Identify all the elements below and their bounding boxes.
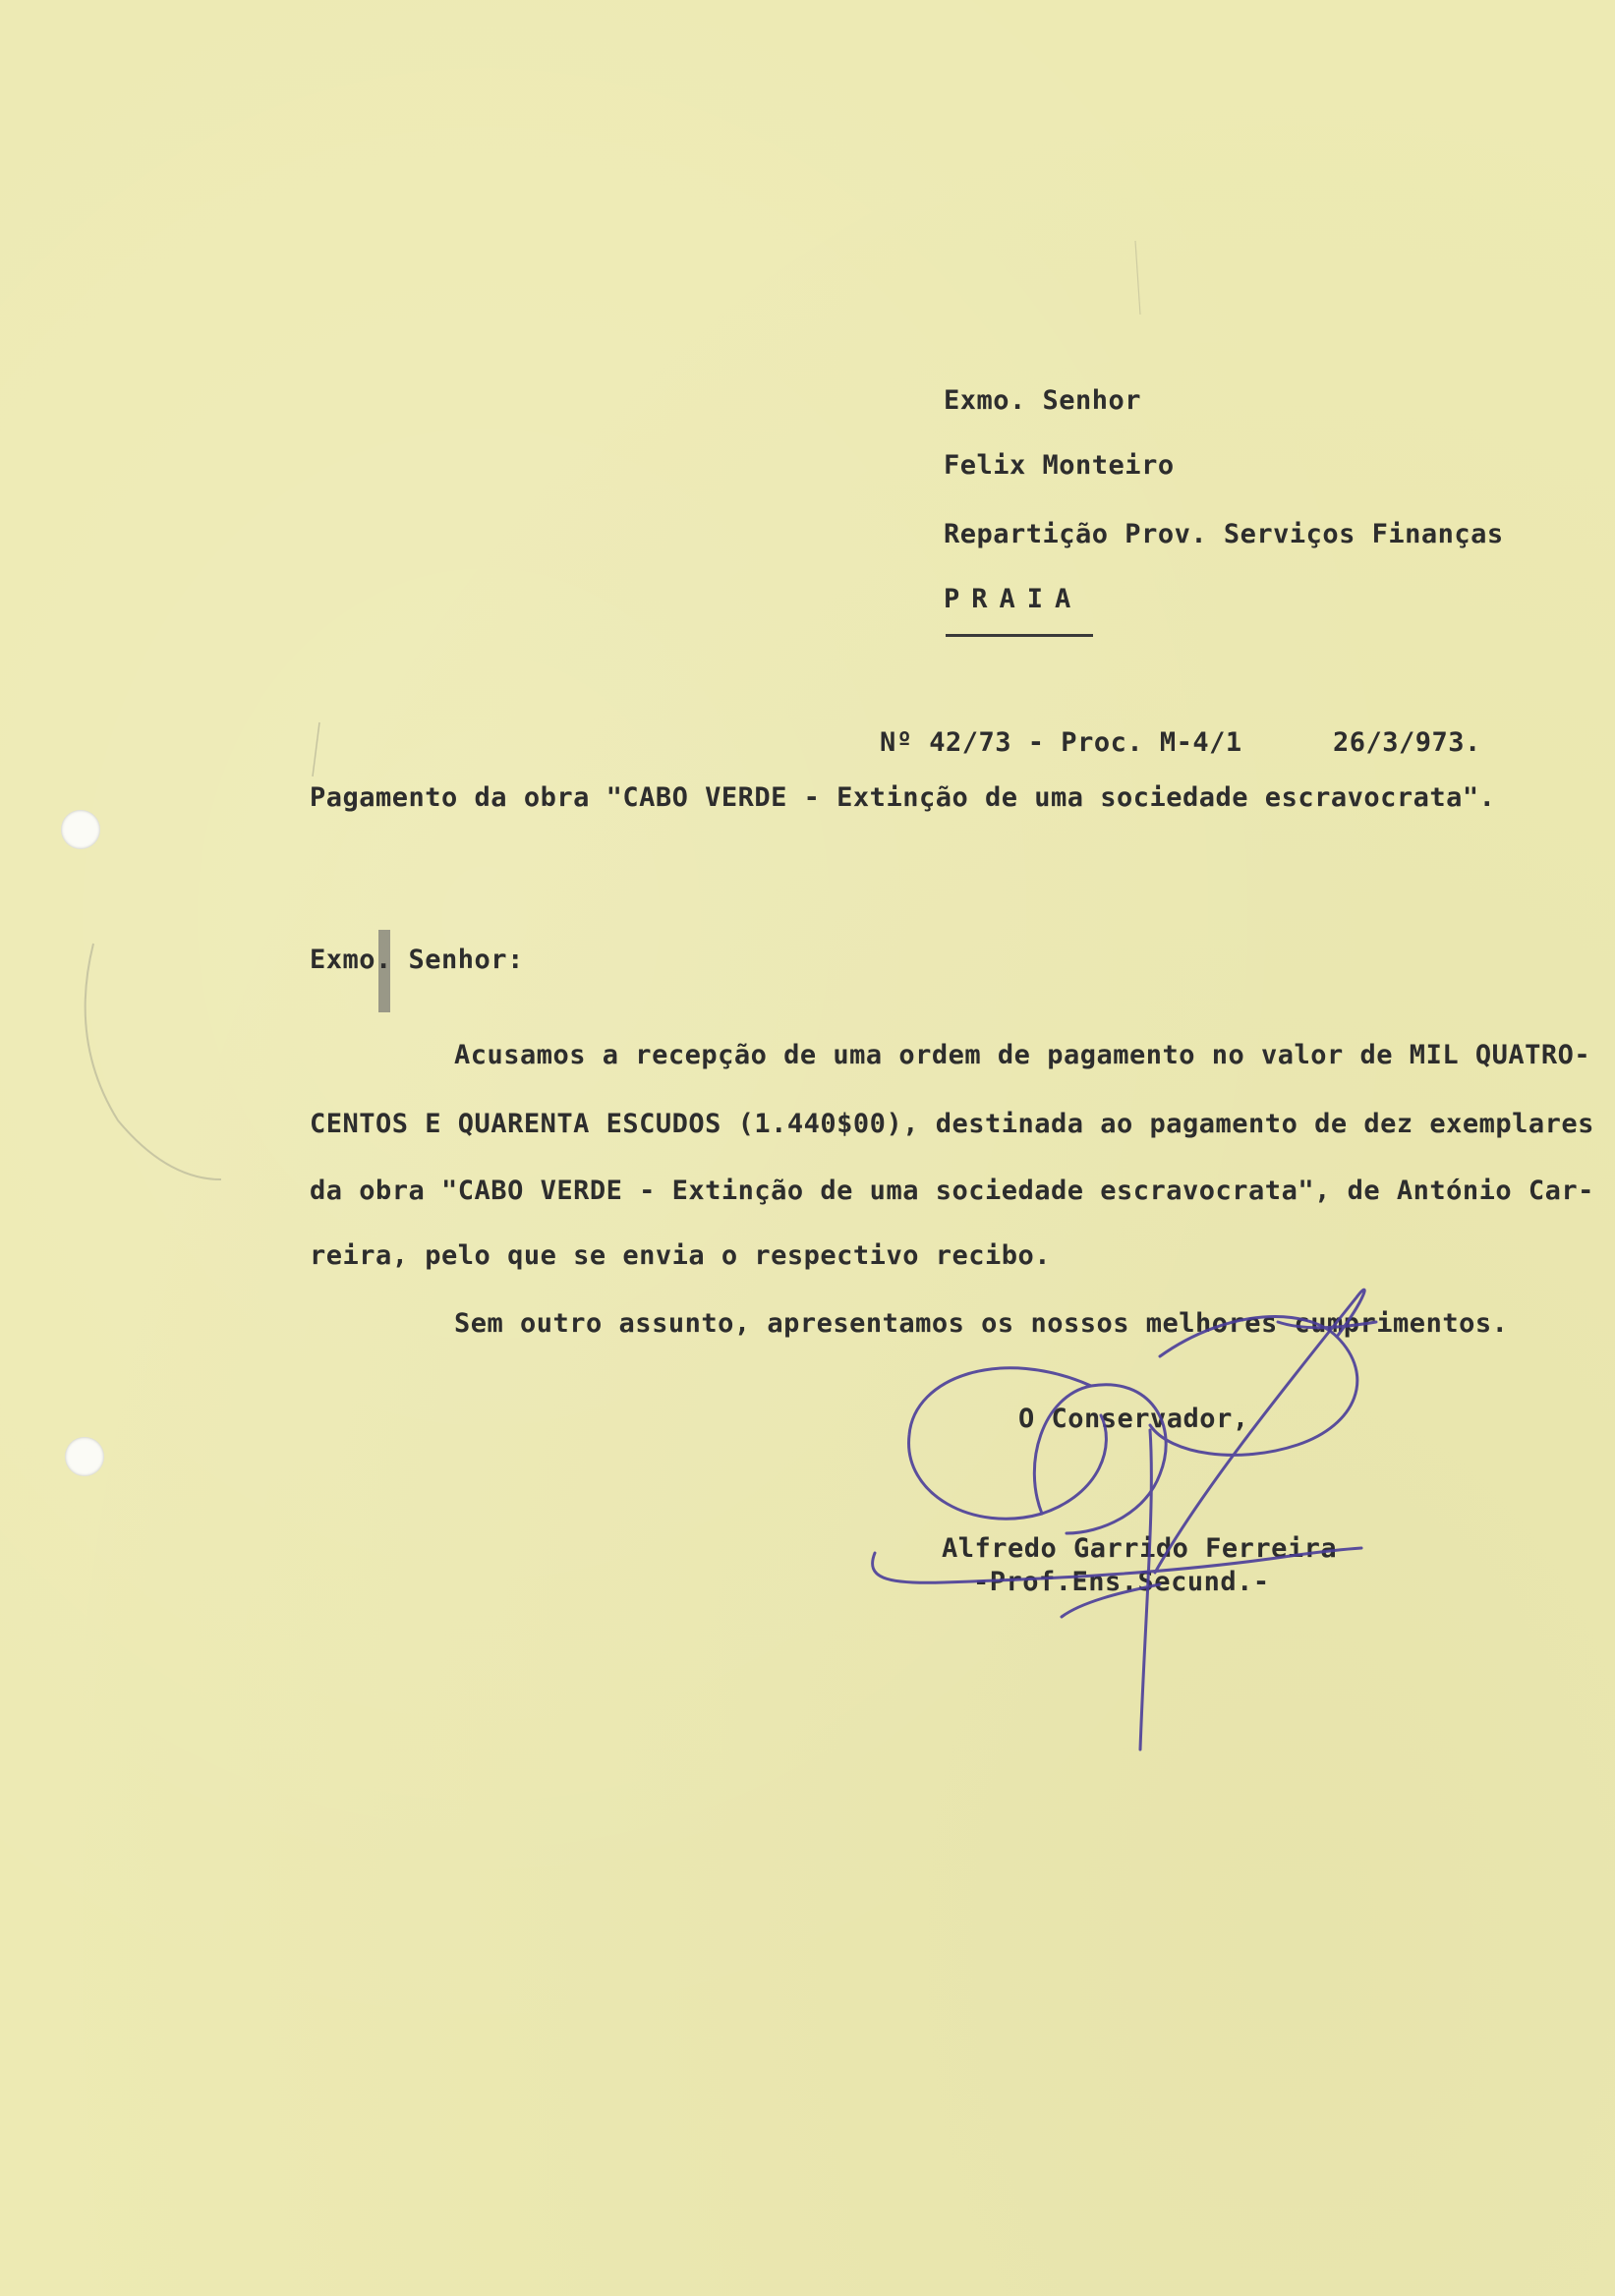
recipient-office: Repartição Prov. Serviços Finanças — [944, 519, 1504, 549]
punch-hole — [61, 810, 100, 849]
reference-date: 26/3/973. — [1333, 727, 1481, 758]
body-line: Sem outro assunto, apresentamos os nossos melhores cumprimentos. — [454, 1308, 1509, 1339]
body-line: Acusamos a recepção de uma ordem de pagamento no valor de MIL QUATRO- — [454, 1040, 1591, 1070]
city-underline — [946, 634, 1093, 637]
closing-role: O Conservador, — [1018, 1404, 1249, 1434]
reference-number: Nº 42/73 - Proc. M-4/1 — [880, 727, 1242, 758]
subject-line: Pagamento da obra "CABO VERDE - Extinção de uma sociedade escravocrata". — [310, 782, 1496, 813]
signatory-name: Alfredo Garrido Ferreira — [942, 1533, 1338, 1564]
signatory-title: -Prof.Ens.Secund.- — [973, 1567, 1270, 1597]
greeting: Exmo. Senhor: — [310, 945, 524, 975]
punch-hole — [65, 1437, 104, 1476]
body-line: CENTOS E QUARENTA ESCUDOS (1.440$00), destinada ao pagamento de dez exemplares — [310, 1109, 1594, 1139]
body-line: da obra "CABO VERDE - Extinção de uma sociedade escravocrata", de António Car- — [310, 1176, 1594, 1206]
recipient-name: Felix Monteiro — [944, 450, 1175, 481]
recipient-salutation: Exmo. Senhor — [944, 385, 1142, 416]
body-line: reira, pelo que se envia o respectivo recibo. — [310, 1240, 1051, 1271]
recipient-city: PRAIA — [944, 584, 1083, 614]
